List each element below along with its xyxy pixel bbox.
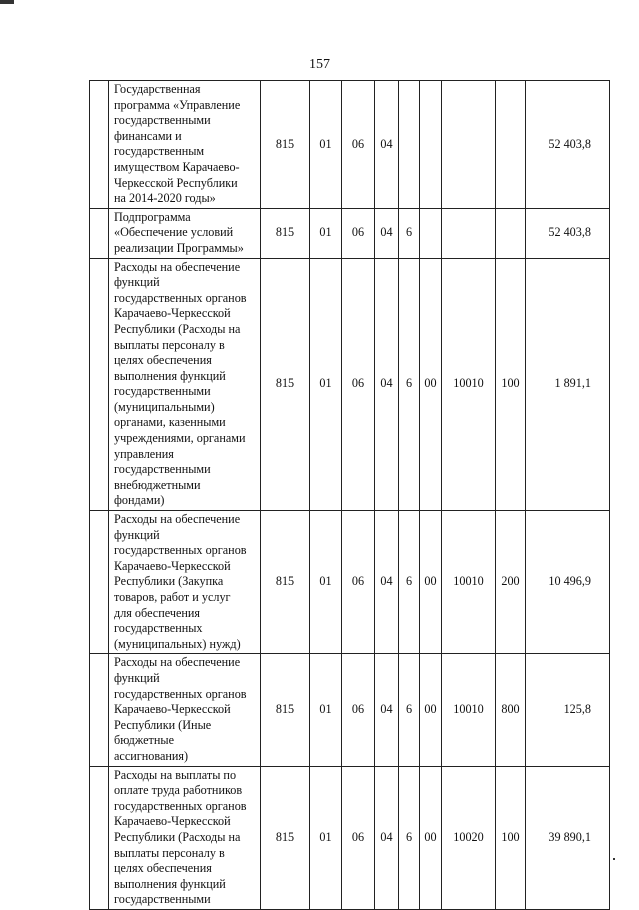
expense-name-line: выплаты персоналу в bbox=[114, 845, 225, 860]
expense-name-line: государственными bbox=[114, 462, 211, 477]
expense-name-line: Государственная bbox=[114, 82, 201, 96]
number-cell bbox=[90, 208, 109, 258]
expense-name-cell bbox=[109, 766, 261, 909]
expense-name-line: бюджетные bbox=[114, 733, 175, 748]
program-code-cell: 04 bbox=[375, 511, 399, 654]
expense-name-line: имуществом Карачаево- bbox=[114, 159, 240, 174]
section-code-cell: 01 bbox=[310, 766, 342, 909]
amount-cell: 1 891,1 bbox=[526, 258, 610, 511]
direction-code-cell: 10010 bbox=[442, 511, 496, 654]
number-cell bbox=[90, 654, 109, 766]
budget-table bbox=[89, 80, 610, 910]
subprogram-code-cell: 6 bbox=[399, 258, 420, 511]
expense-name-line: внебюджетными bbox=[114, 477, 201, 492]
section-code-cell: 01 bbox=[310, 258, 342, 511]
expense-name-line: для обеспечения bbox=[114, 605, 201, 620]
expense-name-line: органами, казенными bbox=[114, 415, 226, 430]
section-code-cell: 01 bbox=[310, 511, 342, 654]
amount-cell: 10 496,9 bbox=[526, 511, 610, 654]
main-event-code-cell: 00 bbox=[420, 258, 442, 511]
expense-name-cell bbox=[109, 258, 261, 511]
direction-code-cell bbox=[442, 81, 496, 209]
expense-name-line: государственных органов bbox=[114, 543, 247, 558]
main-event-code-cell: 00 bbox=[420, 511, 442, 654]
expense-name-line: целях обеспечения bbox=[114, 353, 212, 368]
direction-code-cell: 10020 bbox=[442, 766, 496, 909]
ministry-code-cell: 815 bbox=[261, 208, 310, 258]
expense-name-line: выплаты персоналу в bbox=[114, 337, 225, 352]
amount-cell: 125,8 bbox=[526, 654, 610, 766]
number-cell bbox=[90, 766, 109, 909]
expense-name-line: функций bbox=[114, 527, 160, 542]
direction-code-cell bbox=[442, 208, 496, 258]
expense-type-code-cell: 800 bbox=[496, 654, 526, 766]
expense-name-line: ассигнования) bbox=[114, 748, 189, 763]
expense-name-line: выполнения функций bbox=[114, 876, 226, 891]
direction-code-cell: 10010 bbox=[442, 258, 496, 511]
subprogram-code-cell bbox=[399, 81, 420, 209]
expense-name-line: государственных органов bbox=[114, 290, 247, 305]
table-row bbox=[90, 81, 610, 209]
program-code-cell: 04 bbox=[375, 766, 399, 909]
expense-name-line: Карачаево-Черкесской bbox=[114, 558, 231, 573]
subprogram-code-cell: 6 bbox=[399, 208, 420, 258]
table-row bbox=[90, 258, 610, 511]
expense-name-line: государственным bbox=[114, 144, 205, 159]
table-row bbox=[90, 511, 610, 654]
main-event-code-cell bbox=[420, 81, 442, 209]
expense-name-line: товаров, работ и услуг bbox=[114, 590, 231, 604]
expense-name-cell bbox=[109, 208, 261, 258]
expense-name-line: целях обеспечения bbox=[114, 861, 212, 876]
ministry-code-cell: 815 bbox=[261, 654, 310, 766]
expense-name-line: оплате труда работников bbox=[114, 783, 243, 798]
subsection-code-cell: 06 bbox=[342, 654, 375, 766]
page-number: 157 bbox=[309, 57, 330, 72]
expense-name-line: реализации Программы» bbox=[114, 240, 244, 255]
subsection-code-cell: 06 bbox=[342, 81, 375, 209]
expense-name-line: Республики (Расходы на bbox=[114, 321, 241, 336]
expense-name-line: Карачаево-Черкесской bbox=[114, 814, 231, 829]
subsection-code-cell: 06 bbox=[342, 766, 375, 909]
amount-cell: 52 403,8 bbox=[526, 81, 610, 209]
table-row bbox=[90, 208, 610, 258]
subsection-code-cell: 06 bbox=[342, 511, 375, 654]
table-row bbox=[90, 654, 610, 766]
subprogram-code-cell: 6 bbox=[399, 511, 420, 654]
expense-name-line: Расходы на обеспечение bbox=[114, 512, 241, 527]
expense-name-line: Республики (Расходы на bbox=[114, 829, 241, 844]
subprogram-code-cell: 6 bbox=[399, 766, 420, 909]
section-code-cell: 01 bbox=[310, 654, 342, 766]
number-cell bbox=[90, 258, 109, 511]
expense-name-line: (муниципальными) bbox=[114, 399, 215, 414]
expense-name-cell bbox=[109, 654, 261, 766]
ministry-code-cell: 815 bbox=[261, 81, 310, 209]
main-event-code-cell: 00 bbox=[420, 766, 442, 909]
program-code-cell: 04 bbox=[375, 654, 399, 766]
number-cell bbox=[90, 511, 109, 654]
expense-name-line: Карачаево-Черкесской bbox=[114, 702, 231, 717]
expense-name-line: государственных bbox=[114, 621, 203, 636]
scan-corner-mark bbox=[0, 0, 14, 4]
expense-name-line: государственными bbox=[114, 892, 211, 907]
main-event-code-cell: 00 bbox=[420, 654, 442, 766]
expense-name-line: Расходы на обеспечение bbox=[114, 655, 241, 670]
expense-type-code-cell: 200 bbox=[496, 511, 526, 654]
section-code-cell: 01 bbox=[310, 81, 342, 209]
subsection-code-cell: 06 bbox=[342, 258, 375, 511]
expense-name-line: программа «Управление bbox=[114, 97, 241, 112]
number-cell bbox=[90, 81, 109, 209]
expense-name-line: управления bbox=[114, 446, 174, 461]
expense-type-code-cell bbox=[496, 81, 526, 209]
main-event-code-cell bbox=[420, 208, 442, 258]
expense-name-line: государственными bbox=[114, 384, 211, 399]
expense-name-line: Карачаево-Черкесской bbox=[114, 306, 231, 321]
subsection-code-cell: 06 bbox=[342, 208, 375, 258]
expense-name-line: государственных органов bbox=[114, 798, 247, 813]
expense-name-cell bbox=[109, 511, 261, 654]
program-code-cell: 04 bbox=[375, 258, 399, 511]
expense-name-line: фондами) bbox=[114, 493, 165, 508]
expense-type-code-cell: 100 bbox=[496, 766, 526, 909]
expense-name-line: Расходы на выплаты по bbox=[114, 767, 237, 782]
amount-cell: 39 890,1 bbox=[526, 766, 610, 909]
expense-name-line: (муниципальных) нужд) bbox=[114, 636, 241, 651]
expense-name-line: государственных органов bbox=[114, 686, 247, 701]
expense-name-line: функций bbox=[114, 670, 160, 685]
table-row bbox=[90, 766, 610, 909]
expense-name-line: учреждениями, органами bbox=[114, 431, 246, 446]
scan-dot-mark bbox=[613, 858, 615, 860]
ministry-code-cell: 815 bbox=[261, 511, 310, 654]
ministry-code-cell: 815 bbox=[261, 258, 310, 511]
expense-name-line: финансами и bbox=[114, 128, 182, 143]
direction-code-cell: 10010 bbox=[442, 654, 496, 766]
expense-name-line: Расходы на обеспечение bbox=[114, 259, 241, 274]
ministry-code-cell: 815 bbox=[261, 766, 310, 909]
expense-name-cell bbox=[109, 81, 261, 209]
expense-type-code-cell bbox=[496, 208, 526, 258]
amount-cell: 52 403,8 bbox=[526, 208, 610, 258]
expense-type-code-cell: 100 bbox=[496, 258, 526, 511]
expense-name-line: «Обеспечение условий bbox=[114, 225, 234, 240]
expense-name-line: Республики (Иные bbox=[114, 717, 212, 732]
expense-name-line: Подпрограмма bbox=[114, 209, 191, 224]
program-code-cell: 04 bbox=[375, 81, 399, 209]
expense-name-line: на 2014-2020 годы» bbox=[114, 191, 216, 206]
subprogram-code-cell: 6 bbox=[399, 654, 420, 766]
table-body bbox=[90, 81, 610, 910]
expense-name-line: Республики (Закупка bbox=[114, 574, 224, 589]
program-code-cell: 04 bbox=[375, 208, 399, 258]
expense-name-line: Черкесской Республики bbox=[114, 175, 238, 190]
expense-name-line: выполнения функций bbox=[114, 368, 226, 383]
expense-name-line: государственными bbox=[114, 113, 211, 128]
expense-name-line: функций bbox=[114, 275, 160, 290]
section-code-cell: 01 bbox=[310, 208, 342, 258]
